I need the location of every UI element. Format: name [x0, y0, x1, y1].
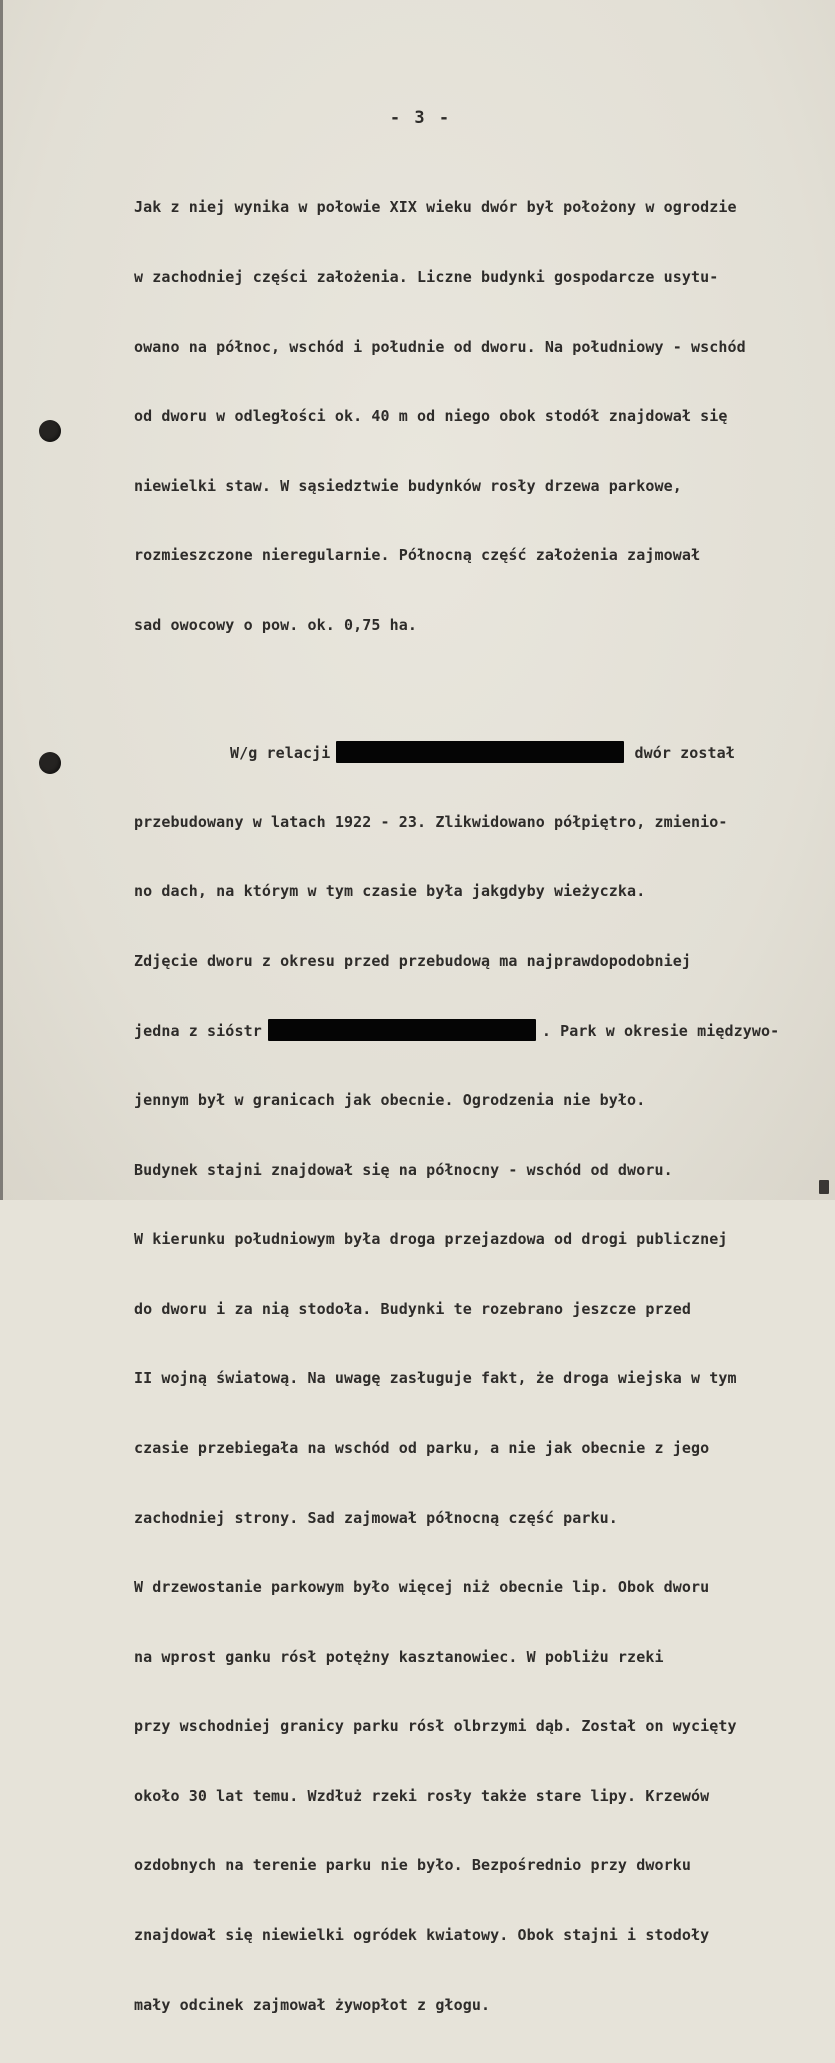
- text-line: do dworu i za nią stodoła. Budynki te rozebrano jeszcze przed: [134, 1299, 691, 1318]
- text-line: mały odcinek zajmował żywopłot z głogu.: [134, 1995, 491, 2014]
- redaction-bar: [268, 1019, 536, 1041]
- typed-text: [134, 150, 824, 2063]
- text-line: Jak z niej wynika w połowie XIX wieku dwór był położony w ogrodzie: [134, 198, 737, 217]
- text-line: rozmieszczone nieregularnie. Północną część założenia zajmował: [134, 546, 701, 565]
- text-line: od dworu w odległości ok. 40 m od niego obok stodół znajdował się: [134, 407, 728, 426]
- text-line: jennym był w granicach jak obecnie. Ogrodzenia nie było.: [134, 1090, 646, 1109]
- text-segment: dwór został: [634, 743, 735, 762]
- text-line: na wprost ganku rósł potężny kasztanowiec. W pobliżu rzeki: [134, 1647, 664, 1666]
- text-line: owano na północ, wschód i południe od dworu. Na południowy - wschód: [134, 337, 746, 356]
- text-line: przy wschodniej granicy parku rósł olbrzymi dąb. Został on wycięty: [134, 1717, 737, 1736]
- paragraph-gap: [134, 684, 824, 695]
- text-line: W drzewostanie parkowym było więcej niż obecnie lip. Obok dworu: [134, 1578, 710, 1597]
- text-line: [134, 1019, 824, 1042]
- punch-hole: [39, 752, 61, 774]
- text-segment: W/g relacji: [230, 743, 331, 762]
- text-line: W kierunku południowym była droga przejazdowa od drogi publicznej: [134, 1230, 728, 1249]
- text-line: około 30 lat temu. Wzdłuż rzeki rosły także stare lipy. Krzewów: [134, 1786, 710, 1805]
- text-line: sad owocowy o pow. ok. 0,75 ha.: [134, 615, 418, 634]
- text-line: niewielki staw. W sąsiedztwie budynków rosły drzewa parkowe,: [134, 476, 682, 495]
- text-line: Budynek stajni znajdował się na północny - wschód od dworu.: [134, 1160, 673, 1179]
- text-line: II wojną światową. Na uwagę zasługuje fakt, że droga wiejska w tym: [134, 1369, 737, 1388]
- text-line: ozdobnych na terenie parku nie było. Bezpośrednio przy dworku: [134, 1856, 691, 1875]
- punch-hole: [39, 420, 61, 442]
- text-line: przebudowany w latach 1922 - 23. Zlikwidowano półpiętro, zmienio-: [134, 812, 728, 831]
- text-line: [134, 741, 824, 764]
- redaction-bar: [336, 741, 624, 763]
- text-line: w zachodniej części założenia. Liczne budynki gospodarcze usytu-: [134, 268, 719, 286]
- text-line: no dach, na którym w tym czasie była jakgdyby wieżyczka.: [134, 882, 646, 901]
- text-line: Zdjęcie dworu z okresu przed przebudową ma najprawdopodobniej: [134, 951, 691, 970]
- text-segment: jedna z sióstr: [134, 1022, 262, 1041]
- page-number: - 3 -: [389, 108, 452, 128]
- text-segment: . Park w okresie międzywo-: [541, 1022, 780, 1041]
- text-line: znajdował się niewielki ogródek kwiatowy. Obok stajni i stodoły: [134, 1926, 710, 1945]
- text-line: czasie przebiegała na wschód od parku, a nie jak obecnie z jego: [134, 1438, 710, 1457]
- text-line: zachodniej strony. Sad zajmował północną część parku.: [134, 1508, 618, 1527]
